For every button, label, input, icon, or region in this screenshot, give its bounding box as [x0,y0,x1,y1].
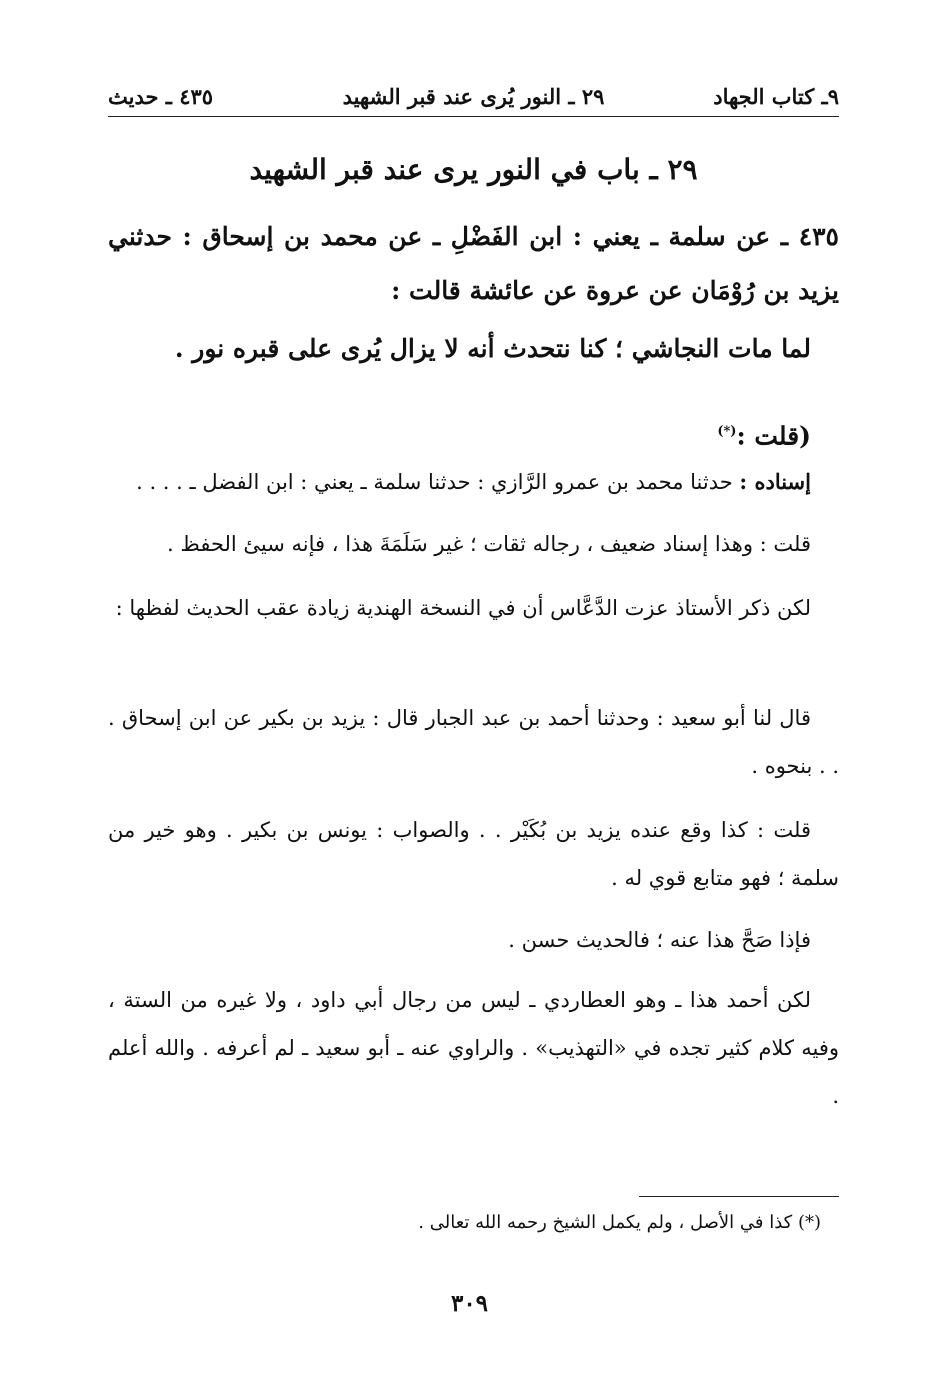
header-hadith-number: ٤٣٥ ـ حديث [108,84,214,109]
commentary-paragraph: قلت : كذا وقع عنده يزيد بن بُكَيْر . . والصواب : يونس بن بكير . وهو خير من سلمة ؛ فهو متابع قوي له . [108,818,839,890]
isnad-text: حدثنا محمد بن عمرو الرَّازي : حدثنا سلمة ـ يعني : ابن الفضل ـ . . . . [136,470,740,494]
chapter-title: ٢٩ ـ باب في النور يرى عند قبر الشهيد [249,153,698,186]
commentary-paragraph: لكن أحمد هذا ـ وهو العطاردي ـ ليس من رجال أبي داود ، ولا غيره من الستة ، وفيه كلام كثير تجده في «التهذيب» . والراوي عنه ـ أبو سعيد ـ لم أعرفه . والله أعلم . [108,988,839,1108]
commentary-paragraph: فإذا صَحَّ هذا عنه ؛ فالحديث حسن . [508,928,811,952]
header-book-title: ٩ـ كتاب الجهاد [713,84,839,109]
header-chapter-title: ٢٩ ـ النور يُرى عند قبر الشهيد [342,84,605,109]
hadith-matn: لما مات النجاشي ؛ كنا نتحدث أنه لا يزال يُرى على قبره نور . [174,334,811,363]
qult-line [108,405,839,463]
commentary-paragraph: قال لنا أبو سعيد : وحدثنا أحمد بن عبد الجبار قال : يزيد بن بكير عن ابن إسحاق . . . بنحوه . [108,706,839,778]
commentary-paragraph: قلت : وهذا إسناد ضعيف ، رجاله ثقات ؛ غير سَلَمَةَ هذا ، فإنه سيئ الحفظ . [167,532,811,556]
hadith-isnad: ٤٣٥ ـ عن سلمة ـ يعني : ابن الفَضْلِ ـ عن محمد بن إسحاق : حدثني يزيد بن رُوْمَان عن عروة عن عائشة قالت : [108,222,839,305]
commentary-isnad [108,458,839,506]
commentary-paragraph: لكن ذكر الأستاذ عزت الدَّعَّاس أن في النسخة الهندية زيادة عقب الحديث لفظها : [115,596,811,620]
footnote-marker[interactable]: (*) [717,424,737,439]
qult-text: (قلت : [736,421,811,451]
page-number: ٣٠٩ [450,1290,489,1317]
footnote: (*) كذا في الأصل ، ولم يكمل الشيخ رحمه الله تعالى . [418,1212,821,1233]
footnote-divider [639,1196,839,1197]
running-header [108,82,839,117]
isnad-label: إسناده : [739,469,811,494]
